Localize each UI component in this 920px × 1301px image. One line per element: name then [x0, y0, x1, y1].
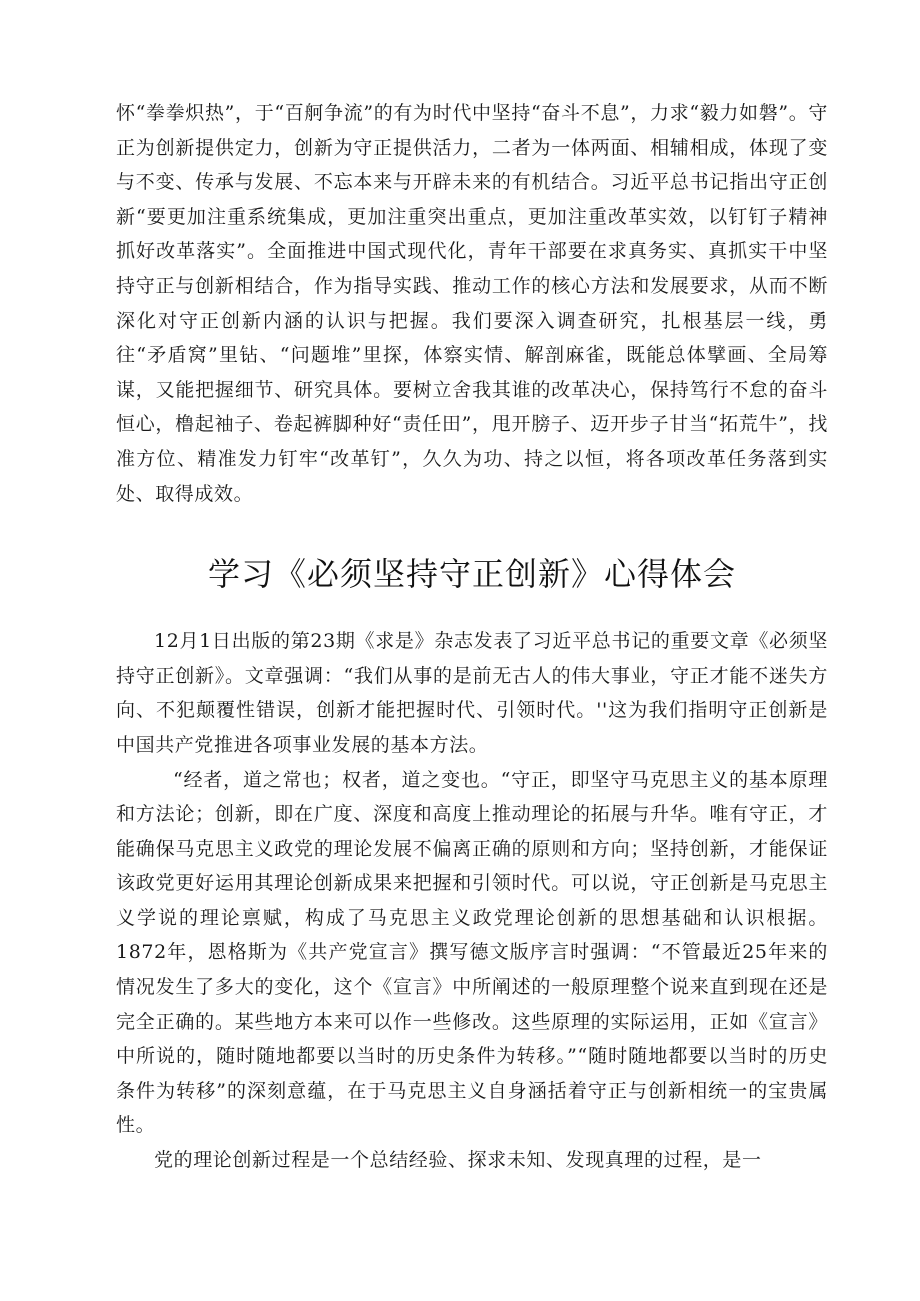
paragraph-body: “经者，道之常也；权者，道之变也。“守正，即坚守马克思主义的基本原理和方法论；创新，即在广度、深度和高度上推动理论的拓展与升华。唯有守正，才能确保马克思主义政党的理论发展不偏离正确的原则和方向；坚持创新，才能保证该政党更好运用其理论创新成果来把握和引领时代。可以说，守正创新是马克思主义学说的理论禀赋，构成了马克思主义政党理论创新的思想基础和认识根据。1872年，恩格斯为《共产党宣言》撰写德文版序言时强调：“不管最近25年来的情况发生了多大的变化，这个《宣言》中所阐述的一般原理整个说来直到现在还是完全正确的。某些地方本来可以作一些修改。这些原理的实际运用，正如《宣言》中所说的，随时随地都要以当时的历史条件为转移。”“随时随地都要以当时的历史条件为转移”的深刻意蕴，在于马克思主义自身涵括着守正与创新相统一的宝贵属性。	[116, 768, 828, 1137]
paragraph-continues: 党的理论创新过程是一个总结经验、探求未知、发现真理的过程，是一	[154, 1149, 762, 1172]
paragraph-intro: 12月1日出版的第23期《求是》杂志发表了习近平总书记的重要文章《必须坚持守正创新》。文章强调：“我们从事的是前无古人的伟大事业，守正才能不迷失方向、不犯颠覆性错误，创新才能把握时代、引领时代。''这为我们指明守正创新是中国共产党推进各项事业发展的基本方法。	[116, 630, 828, 756]
paragraph-continued: 怀“拳拳炽热”，于“百舸争流”的有为时代中坚持“奋斗不息”，力求“毅力如磐”。守正为创新提供定力，创新为守正提供活力，二者为一体两面、相辅相成，体现了变与不变、传承与发展、不忘本来与开辟未来的有机结合。习近平总书记指出守正创新“要更加注重系统集成，更加注重突出重点，更加注重改革实效，以钉钉子精神抓好改革落实”。全面推进中国式现代化，青年干部要在求真务实、真抓实干中坚持守正与创新相结合，作为指导实践、推动工作的核心方法和发展要求，从而不断深化对守正创新内涵的认识与把握。我们要深入调查研究，扎根基层一线，勇往“矛盾窝”里钻、“问题堆”里探，体察实情、解剖麻雀，既能总体擘画、全局筹谋，又能把握细节、研究具体。要树立舍我其谁的改革决心，保持笃行不怠的奋斗恒心，橹起袖子、卷起裤脚种好“责任田”，甩开膀子、迈开步子甘当“拓荒牛”，找准方位、精准发力钉牢“改革钉”，久久为功、持之以恒，将各项改革任务落到实处、取得成效。	[116, 102, 828, 505]
document-page	[116, 96, 828, 1178]
article-title: 学习《必须坚持守正创新》心得体会	[207, 555, 736, 594]
